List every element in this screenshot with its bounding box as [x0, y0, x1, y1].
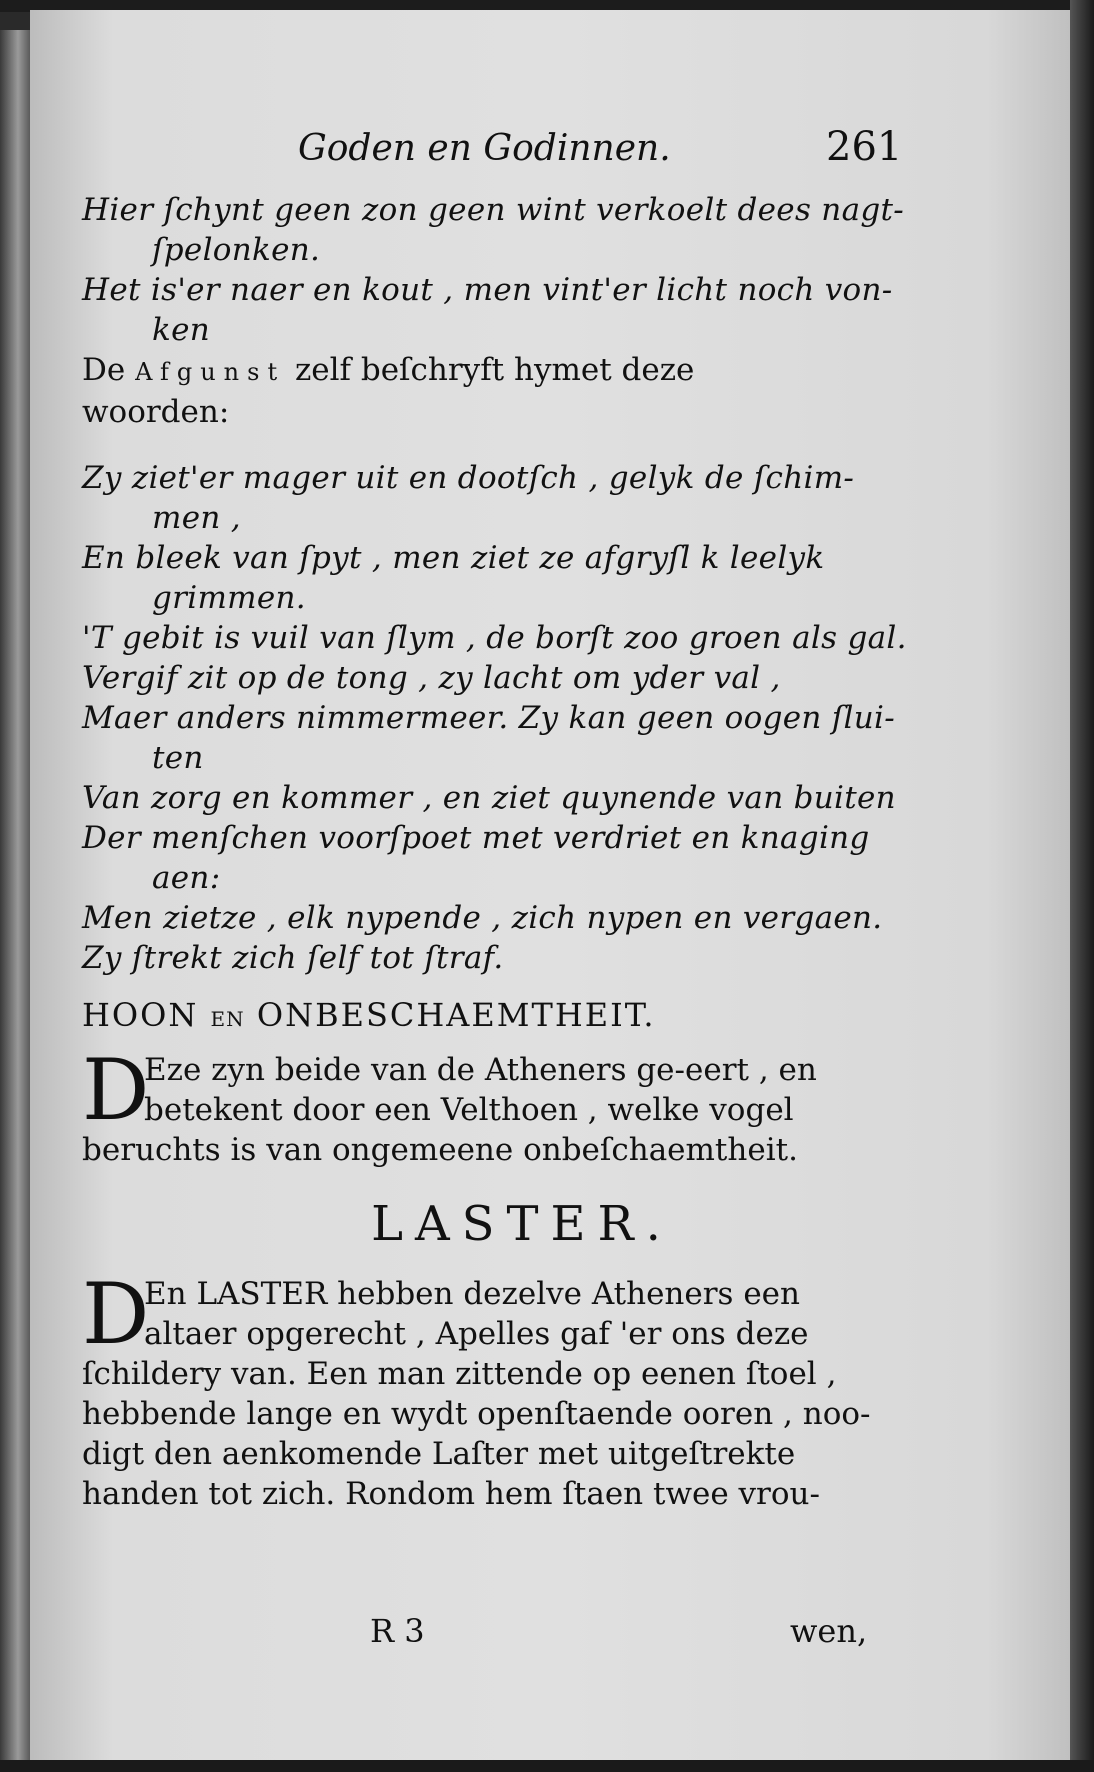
- adjacent-page-edge: [0, 30, 30, 1772]
- verse-line: ten: [152, 740, 204, 776]
- verse-line: 'T gebit is vuil van ſlym , de borſt zoo groen als gal.: [82, 620, 907, 656]
- scan-bottom-border: [0, 1760, 1094, 1772]
- page-number: 261: [826, 124, 903, 170]
- verse-line: En bleek van ſpyt , men ziet ze afgryſl k leelyk: [82, 540, 825, 576]
- verse-line: Zy ſtrekt zich ſelf tot ſtraf.: [82, 940, 504, 976]
- verse-line: Zy ziet'er mager uit en dootſch , gelyk de ſchim-: [82, 460, 855, 496]
- page-header: [30, 124, 1070, 178]
- verse-block-2: [82, 458, 912, 978]
- section-heading-hoon: [82, 996, 912, 1034]
- verse-line: Vergif zit op de tong , zy lacht om yder val ,: [82, 660, 781, 696]
- drop-cap: D: [82, 1041, 150, 1139]
- prose-line: handen tot zich. Rondom hem ſtaen twee vrou-: [82, 1476, 820, 1512]
- prose-line: woorden:: [82, 394, 230, 430]
- running-head: Goden en Godinnen.: [298, 128, 671, 169]
- heading-word-small: EN: [210, 1007, 245, 1031]
- prose-line: digt den aenkomende Laſter met uitgeſtrekte: [82, 1436, 796, 1472]
- verse-line: Hier ſchynt geen zon geen wint verkoelt dees nagt-: [82, 192, 905, 228]
- prose-block-1: [82, 350, 912, 432]
- paragraph-hoon: [82, 1041, 912, 1170]
- prose-line: betekent door een Velthoen , welke vogel: [144, 1092, 794, 1128]
- verse-line: grimmen.: [152, 580, 306, 616]
- smallcaps-word: Afgunst: [135, 358, 286, 386]
- section-title-laster: LASTER.: [371, 1196, 673, 1252]
- prose-line: Eze zyn beide van de Atheners ge-eert , en: [144, 1052, 817, 1088]
- prose-text: zelf beſchryft hymet deze: [285, 352, 695, 388]
- prose-line: beruchts is van ongemeene onbeſchaemtheit.: [82, 1132, 798, 1168]
- verse-line: Der menſchen voorſpoet met verdriet en knaging: [82, 820, 870, 856]
- verse-line: Men zietze , elk nypende , zich nypen en vergaen.: [82, 900, 883, 936]
- page-footer: [30, 1612, 1070, 1662]
- page-body: [82, 190, 912, 1514]
- verse-line: Van zorg en kommer , en ziet quynende van buiten: [82, 780, 896, 816]
- heading-word: ONBESCHAEMTHEIT.: [256, 996, 656, 1034]
- prose-line: En LASTER hebben dezelve Atheners een: [144, 1276, 800, 1312]
- prose-line: [82, 350, 912, 392]
- page-right-shadow: [1070, 0, 1094, 1772]
- verse-line: men ,: [152, 500, 241, 536]
- verse-line: ken: [152, 312, 210, 348]
- paragraph-laster: [82, 1265, 912, 1514]
- verse-line: ſpelonken.: [152, 232, 321, 268]
- verse-line: Het is'er naer en kout , men vint'er licht noch von-: [82, 272, 893, 308]
- heading-word: HOON: [82, 996, 199, 1034]
- verse-line: Maer anders nimmermeer. Zy kan geen oogen ſlui-: [82, 700, 896, 736]
- prose-text: De: [82, 352, 136, 388]
- verse-block-1: [82, 190, 912, 350]
- drop-cap: D: [82, 1265, 150, 1363]
- prose-line: ſchildery van. Een man zittende op eenen ſtoel ,: [82, 1356, 837, 1392]
- verse-line: aen:: [152, 860, 221, 896]
- prose-line: hebbende lange en wydt openſtaende ooren , noo-: [82, 1396, 871, 1432]
- signature-mark: R 3: [370, 1612, 425, 1650]
- prose-line: altaer opgerecht , Apelles gaf 'er ons deze: [144, 1316, 809, 1352]
- catchword: wen,: [790, 1612, 868, 1650]
- book-page: [30, 10, 1070, 1760]
